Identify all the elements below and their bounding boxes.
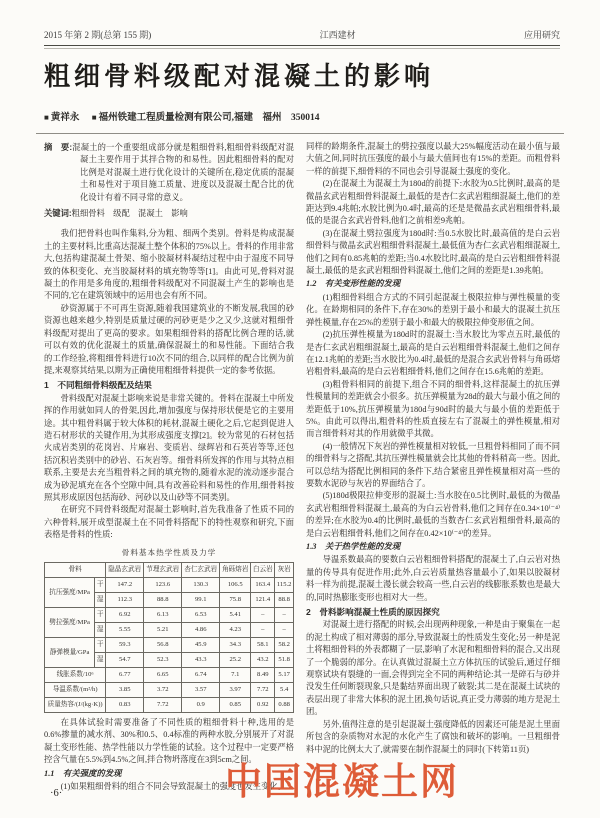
table-cell: 121.4 bbox=[251, 593, 275, 608]
table bbox=[44, 562, 294, 713]
right-column bbox=[306, 141, 560, 793]
table-cell: 6.92 bbox=[106, 608, 144, 623]
row-label-cell: 劈拉强度/MPa bbox=[45, 608, 95, 638]
table-cell: – bbox=[275, 608, 294, 623]
keywords bbox=[44, 207, 294, 220]
table-cell: 5.41 bbox=[220, 608, 251, 623]
table-cell: 75.8 bbox=[220, 593, 251, 608]
table-cell: 147.2 bbox=[106, 578, 144, 593]
table-header-cell: 骨料 bbox=[45, 563, 106, 578]
table-cell: – bbox=[251, 608, 275, 623]
row-label-cell: 质量热容/(J/(kg·K)) bbox=[45, 698, 106, 713]
table-cell: 0.85 bbox=[220, 698, 251, 713]
table-cell: 0.9 bbox=[182, 698, 220, 713]
table-row bbox=[45, 638, 294, 653]
table-cell: 6.65 bbox=[144, 668, 182, 683]
left-column bbox=[44, 141, 294, 793]
state-cell: 湿 bbox=[95, 623, 106, 638]
table-cell: 3.72 bbox=[144, 683, 182, 698]
table-cell: 58.1 bbox=[251, 638, 275, 653]
page-title: 粗细骨料级配对混凝土的影响 bbox=[44, 61, 435, 91]
table-header-row bbox=[45, 563, 294, 578]
state-cell: 干 bbox=[95, 578, 106, 593]
table-cell: 43.2 bbox=[251, 653, 275, 668]
table-cell: 8.49 bbox=[251, 668, 275, 683]
table-header-cell: 灰岩 bbox=[275, 563, 294, 578]
table-cell: 4.86 bbox=[182, 623, 220, 638]
paragraph: (2)抗压弹性模量为180d时的混凝土:当水胶比为零点五时,最低的是杏仁玄武岩粗细混凝土,最高的是白云岩粗细骨料混凝土,他们之间存在12.1兆帕的差距;当水胶比为0.4时,最低的是混合玄武岩骨料与角砾熔岩粗骨料,最高的是白云岩粗细骨料,他们之间存在15.6兆帕的差距。 bbox=[306, 330, 560, 377]
table-cell: 130.3 bbox=[182, 578, 220, 593]
paragraph: (5)180d极限拉伸变形的混凝土:当水胶在0.5比例时,最低的为微晶玄武岩粗细骨料混凝土,最高的为白云岩骨料,他们之间存在0.34×10⁽⁻⁴⁾的差异;在水胶为0.4的比例时,最低的当数杏仁玄武岩粗细骨料,最高的是白云岩粗细骨料,他们之间存在0.42×10⁽⁻⁴⁾的差异。 bbox=[306, 491, 560, 538]
paragraph: (1)粗细骨料组合方式的不同引起混凝土极限拉伸与弹性模量的变化。在龄期相同的条件下,存在30%的差别于最小和最大的混凝土抗压弹性模量,存在25%的差别于最小和最大的极限拉伸变形值之间。 bbox=[306, 292, 560, 327]
table-cell: 5.55 bbox=[106, 623, 144, 638]
table-header-cell: 杏仁玄武岩 bbox=[182, 563, 220, 578]
table-row bbox=[45, 608, 294, 623]
table-cell: 123.6 bbox=[144, 578, 182, 593]
table-header-cell: 节理玄武岩 bbox=[144, 563, 182, 578]
table-cell: 88.8 bbox=[144, 593, 182, 608]
table-cell: 99.1 bbox=[182, 593, 220, 608]
table-cell: 3.57 bbox=[182, 683, 220, 698]
table-cell: 0.88 bbox=[275, 698, 294, 713]
divider-rule bbox=[36, 133, 564, 134]
paragraph: 在研究不同骨料级配对混凝土影响时,首先我准备了性质不同的六种骨料,展开成型混凝土在不同骨料搭配下的特性观察和研究,下面表格是骨料的性质: bbox=[44, 505, 294, 540]
paragraph-continuation: 同样的龄期条件,混凝土的劈拉强度以最大25%幅度活动在最小值与最大值之间,同时抗压强度的最小与最大值间也有15%的差距。而粗骨料一样的前提下,细骨料的不同也会引导混凝土强度的变化。 bbox=[306, 142, 560, 176]
header-journal-title: 江西建材 bbox=[319, 30, 356, 40]
table-cell: – bbox=[275, 623, 294, 638]
watermark: 中国混凝土网 bbox=[225, 761, 459, 802]
keywords-text: 粗细骨料 级配 混凝土 影响 bbox=[71, 209, 188, 219]
table-cell: 4.23 bbox=[220, 623, 251, 638]
author-marker-icon: ■ bbox=[44, 113, 49, 122]
author-affiliation: 福州铁建工程质量检测有限公司,福建 福州 350014 bbox=[98, 113, 320, 123]
paragraph: 另外,值得注意的是引起混凝土强度降低的因素还可能是泥土里面所包含的杂质物对水泥的水化产生了腐蚀和破坏的影响。一旦粗细骨料中泥的比例太大了,就需要在制作混凝土的同时(下转第11页) bbox=[306, 719, 560, 754]
table-row bbox=[45, 668, 294, 683]
abstract bbox=[44, 141, 294, 204]
paragraph: 在具体试验时需要准备了不同性质的粗细骨料十种,选用的是0.6%掺量的减水剂、30%和0.5、0.4标准的两种水胶,分别展开了对混凝土变形性能、热学性能以力学性能的试验。这个过程中一定要严格控含气量在5.5%到4.5%之间,拌合物坍落度在3到5cm之间。 bbox=[44, 718, 294, 765]
state-cell: 湿 bbox=[95, 593, 106, 608]
paragraph: (2)在混凝土为混凝土为180d的前提下:水胶为0.5比例时,最高的是微晶玄武岩粗细骨料混凝土,最低的是杏仁玄武岩粗细混凝土,他们的差距达到9.4兆帕;水胶比例为0.4时,最高的还是是微晶玄武岩粗细骨料,最低的是混合玄武岩骨料,他们之前相差9兆帕。 bbox=[306, 179, 560, 226]
table-cell: 51.8 bbox=[275, 653, 294, 668]
state-cell: 湿 bbox=[95, 653, 106, 668]
table-cell: 6.74 bbox=[182, 668, 220, 683]
paragraph: 对混凝土进行搭配的时候,会出现两种现象,一种是由于聚集在一起的泥土构成了相对薄弱的部分,导致混凝土的性质发生变化;另一种是泥土将粗细骨料的外表都糊了一层,影响了水泥和粗细骨料的混合,又出现了一个脆弱的部分。在认真做过混凝土立方体抗压的试验后,通过仔细观察试块有裂缝的一面,会得到完全不同的两种结论:其一是碎石与砂并没发生任何断裂现象,只是黏结界面出现了破裂;其二是在混凝土试块的表层出现了非常大体积的泥土团,换句话说,真正受力薄弱的地方是泥土团。 bbox=[306, 620, 560, 717]
subsection-heading: 1.2 有关变形性能的发现 bbox=[306, 279, 401, 289]
journal-header bbox=[44, 28, 560, 46]
paragraph: (3)在混凝土劈拉强度为180d时:当0.5水胶比时,最高值的是白云岩细骨料与微晶玄武岩粗细骨料混凝土,最低值为杏仁玄武岩粗细混凝土,他们之间有0.85兆帕的差距;当0.4水胶比时,最高的是白云岩粗细骨料混凝土,最低的是玄武岩粗细骨料混凝土,他们之间的差距是1.39兆帕。 bbox=[306, 228, 560, 276]
table-cell: 163.4 bbox=[251, 578, 275, 593]
table-cell: 6.77 bbox=[106, 668, 144, 683]
row-label-cell: 导温系数/(m²/h) bbox=[45, 683, 106, 698]
table-header-cell: 白云岩 bbox=[251, 563, 275, 578]
table-cell: 5.4 bbox=[275, 683, 294, 698]
table-cell: 7.1 bbox=[220, 668, 251, 683]
paragraph: 我们把骨料也叫作集料,分为粗、细两个类别。骨料是构成混凝土的主要材料,比重高达混凝土整个体积的75%以上。骨料的作用非常大,包括构建混凝土骨架、缩小胶凝材料凝结过程中由于湿度不同导致的体积变化、充当胶凝材料的填充物等等[1]。由此可见,骨料对混凝土的作用是多角度的,粗细骨料级配对不同混凝土产生的影响也是不同的,它在建筑领域中的运用也会有所不同。 bbox=[44, 229, 294, 301]
table-cell: 0.92 bbox=[251, 698, 275, 713]
paragraph: (1)如果粗细骨料的组合不同会导致混凝土的强度也发生变化。 bbox=[60, 782, 286, 792]
subsection-heading: 1.3 关于热学性能的发现 bbox=[306, 542, 401, 551]
table-cell: 88.8 bbox=[275, 593, 294, 608]
two-column-body bbox=[44, 141, 560, 793]
section-heading: 1 不同粗细骨料级配及结果 bbox=[44, 380, 152, 391]
subsection-heading: 1.1 有关强度的发现 bbox=[44, 768, 122, 778]
table-cell: 106.5 bbox=[220, 578, 251, 593]
table-cell: 52.3 bbox=[144, 653, 182, 668]
aggregate-properties-table bbox=[44, 547, 294, 713]
table-cell: 115.2 bbox=[275, 578, 294, 593]
paragraph: 骨料级配对混凝土影响来说是非常关键的。骨料在混凝土中所发挥的作用就如同人的骨架,因此,增加强度与保持形状便是它的主要用途。其中粗骨料属于较大体积的耗材,混凝土硬化之后,它起到促进人造石材形状的关键作用,为其形成强度支撑[2]。较为常见的石材包括火成岩类别的花岗岩、片麻岩、变质岩、绿辉岩和石英岩等等,还包括沉积岩类别中的砂岩、石灰岩等。细骨料所发挥的作用与其特点相联系,主要是去充当粗骨料之间的填充物的,随着水泥的流动逐步混合成为砂泥填充在各个空隙中间,具有改善砼料和易性的作用,细骨料按照其形成原因包括海砂、河砂以及山砂等不同类别。 bbox=[44, 393, 294, 502]
page-number: ·6· bbox=[50, 788, 63, 799]
paragraph: 导温系数最高的要数白云岩粗细骨料搭配的混凝土了,白云岩对热量的传导具有促进作用;此外,白云岩质量热容量最小了,如果以胶凝材料一样为前提,混凝土漫长就会较高一些,白云岩的线膨胀系数也是最大的,同时热膨胀变形也相对大一些。 bbox=[306, 555, 560, 602]
author-line bbox=[44, 109, 319, 123]
table-cell: 58.2 bbox=[275, 638, 294, 653]
state-cell: 干 bbox=[95, 638, 106, 653]
keywords-label: 关键词: bbox=[44, 208, 72, 219]
row-label-cell: 静弹模量/GPa bbox=[45, 638, 95, 668]
table-cell: 6.13 bbox=[144, 608, 182, 623]
table-cell: 56.8 bbox=[144, 638, 182, 653]
table-cell: 59.3 bbox=[106, 638, 144, 653]
table-cell: – bbox=[251, 623, 275, 638]
table-cell: 25.2 bbox=[220, 653, 251, 668]
table-cell: 5.21 bbox=[144, 623, 182, 638]
abstract-label: 摘 要: bbox=[44, 142, 73, 152]
table-cell: 43.3 bbox=[182, 653, 220, 668]
paragraph: (3)粗骨料相同的前提下,组合不同的细骨料,这样混凝土的抗压弹性模量间的差距就会小很多。抗压弹模量为28d的最大与最小值之间的差距低于10%,抗压弹模量为180d与90d时的最大与最小值的差距低于5%。由此可以得出,粗骨料的性质直接左右了混凝土的弹性模量,相对而言细骨料对其的作用就微乎其微。 bbox=[306, 379, 560, 439]
row-label-cell: 线胀系数/10⁶ bbox=[45, 668, 106, 683]
section-heading: 2 骨料影响混凝土性质的原因探究 bbox=[306, 607, 440, 618]
table-row bbox=[45, 683, 294, 698]
affiliation-marker-icon: ■ bbox=[91, 113, 97, 122]
table-header-cell: 角砾熔岩 bbox=[220, 563, 251, 578]
table-cell: 34.3 bbox=[220, 638, 251, 653]
paragraph: (4)一般情况下灰岩的弹性模量相对较低,一旦粗骨料相同了而不同的细骨料与之搭配,其抗压弹性模量就会比其他的骨料稍高一些。因此,可以总结为搭配比例相同的条件下,结合紧密且弹性模量相对高一些的要数水泥砂与灰岩的界面结合了。 bbox=[306, 441, 560, 488]
table-cell: 3.97 bbox=[220, 683, 251, 698]
table-title: 骨料基本热学性质及力学 bbox=[121, 547, 217, 557]
table-header-cell: 隐晶玄武岩 bbox=[106, 563, 144, 578]
header-issue: 2015 年第 2 期(总第 155 期) bbox=[44, 30, 152, 40]
table-cell: 5.17 bbox=[275, 668, 294, 683]
header-section: 应用研究 bbox=[523, 30, 560, 40]
table-cell: 6.53 bbox=[182, 608, 220, 623]
left-column-flow bbox=[44, 228, 294, 793]
table-cell: 0.83 bbox=[106, 698, 144, 713]
table-cell: 112.3 bbox=[106, 593, 144, 608]
state-cell: 干 bbox=[95, 608, 106, 623]
table-row bbox=[45, 698, 294, 713]
table-cell: 3.85 bbox=[106, 683, 144, 698]
table-cell: 7.72 bbox=[251, 683, 275, 698]
paragraph: 砂资源属于不可再生资源,随着我国建筑业的不断发展,我国的砂资源也越来越少,特别是质量过硬的河砂更是少之又少,这就对粗细骨料级配对提出了更高的要求。如果粗细骨料的搭配比例合理的话,就可以有效的优化混凝土的质量,确保混凝土的和易性能。下面结合我的工作经验,将粗细骨料进行10次不同的组合,以同样的配合比例为前提,来观察其结果,以期为正确使用粗细骨料提供一定的参考依据。 bbox=[44, 303, 294, 375]
table-cell: 54.7 bbox=[106, 653, 144, 668]
table-body bbox=[45, 578, 294, 713]
table-cell: 45.9 bbox=[182, 638, 220, 653]
abstract-text: 混凝土的一个重要组成部分就是粗细骨料,粗细骨料级配对混凝土主要作用于其拌合物的和易性。因此粗细骨料的配对比例是对混凝土进行优化设计的关键所在,稳定优质的混凝土和易性对于项目施工质量、进度以及混凝土配合比的优化设计有着不同寻常的意义。 bbox=[72, 143, 294, 202]
table-cell: 7.72 bbox=[144, 698, 182, 713]
table-head bbox=[45, 563, 294, 578]
row-label-cell: 抗压强度/MPa bbox=[45, 578, 95, 608]
author-name: 黄祥永 bbox=[50, 113, 80, 123]
table-row bbox=[45, 578, 294, 593]
